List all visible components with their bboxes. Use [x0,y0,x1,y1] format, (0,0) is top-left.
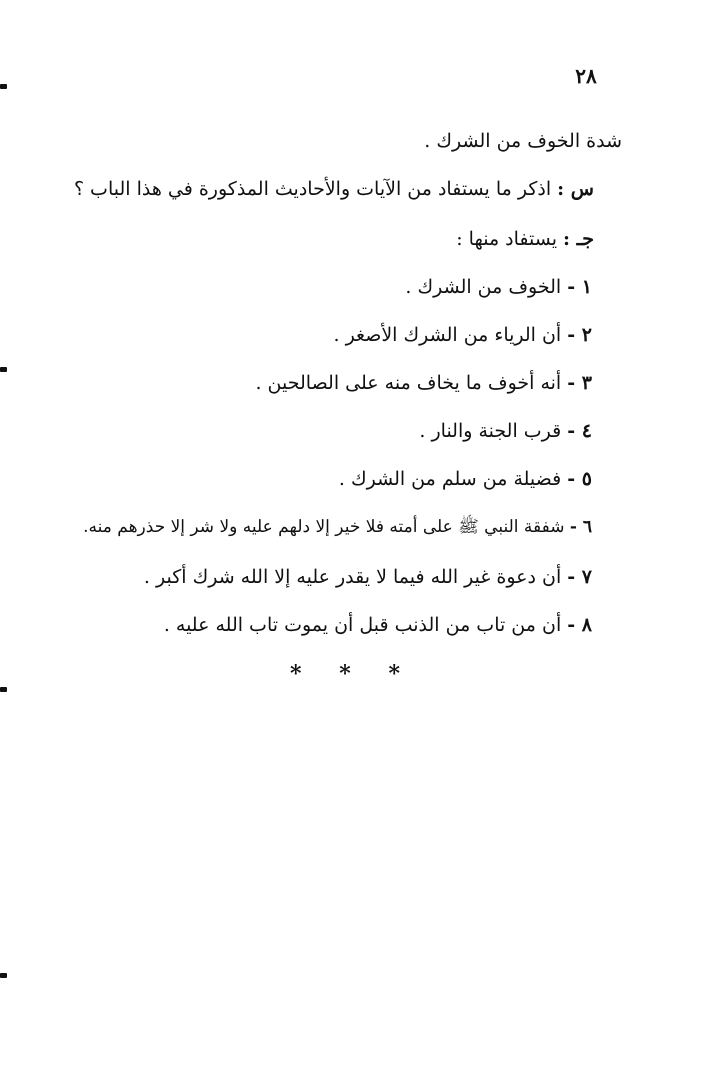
question-text: اذكر ما يستفاد من الآيات والأحاديث المذكورة في هذا الباب ؟ [73,178,552,200]
star-2: * [339,661,351,687]
item-text: فضيلة من سلم من الشرك . [338,468,562,490]
item-number: ٤ - [567,420,592,442]
list-item [333,322,592,348]
star-1: * [290,661,302,687]
item-number: ٢ - [567,324,592,346]
item-text: الخوف من الشرك . [405,276,562,298]
answer-label: جـ : [563,228,594,250]
list-item [83,514,592,540]
scan-edge-mark [0,687,7,692]
item-text: أن دعوة غير الله فيما لا يقدر عليه إلا الله شرك أكبر . [143,566,562,588]
scan-edge-mark [0,84,7,89]
question-label: س : [557,178,594,200]
answer-line [456,226,594,252]
item-number: ٨ - [567,614,592,636]
page-number: ٢٨ [575,64,597,88]
list-item [164,612,592,638]
separator-stars [290,661,400,687]
scan-edge-mark [0,367,7,372]
item-number: ٦ - [569,517,592,537]
item-number: ٥ - [567,468,592,490]
item-text: شفقة النبي ﷺ على أمته فلا خير إلا دلهم عليه ولا شر إلا حذرهم منه. [83,517,565,537]
item-number: ٧ - [567,566,592,588]
item-text: أن من تاب من الذنب قبل أن يموت تاب الله عليه . [163,614,562,636]
continuation-line: شدة الخوف من الشرك . [424,130,622,152]
item-text: أنه أخوف ما يخاف منه على الصالحين . [255,372,562,394]
item-number: ٣ - [567,372,592,394]
list-item [419,418,592,444]
list-item [339,466,592,492]
item-text: أن الرياء من الشرك الأصغر . [333,324,562,346]
list-item [255,370,592,396]
scan-edge-mark [0,973,7,978]
list-item [405,274,592,300]
item-number: ١ - [567,276,592,298]
list-item [144,564,592,590]
star-3: * [388,661,400,687]
answer-text: يستفاد منها : [456,228,557,250]
question-line [74,176,594,202]
item-text: قرب الجنة والنار . [419,420,562,442]
